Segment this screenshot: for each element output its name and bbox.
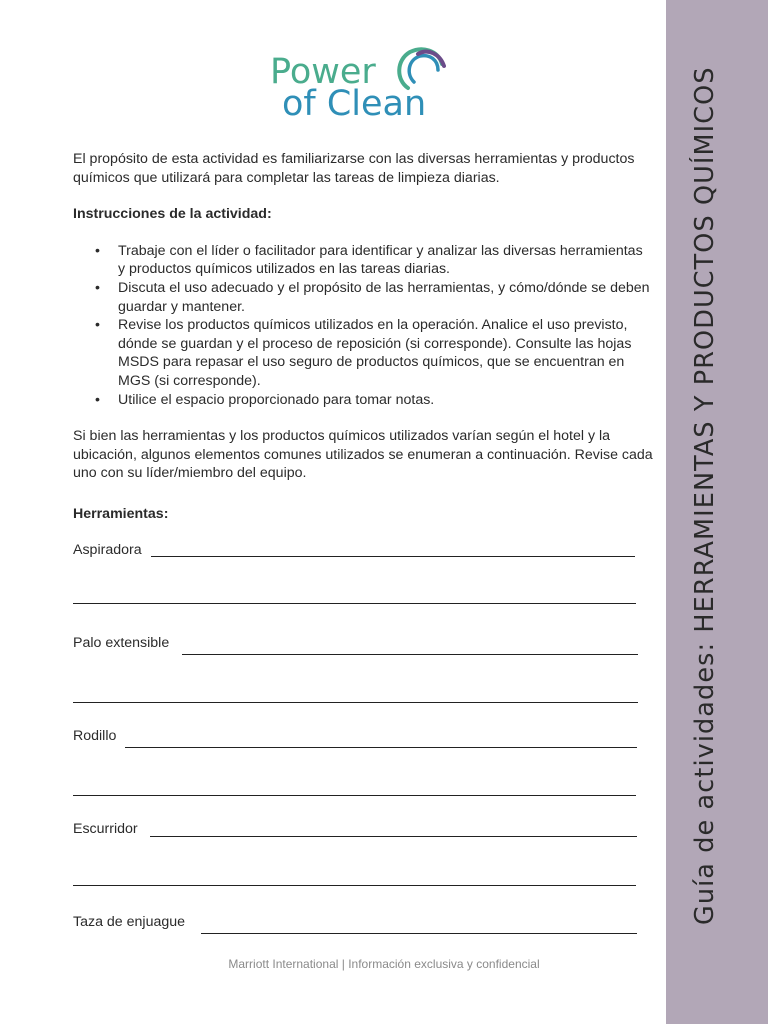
bullet-icon: • (95, 317, 100, 334)
list-item-text: Revise los productos químicos utilizados en la operación. Analice el uso previsto, dónde se guardan y el proceso de reposición (si corresponde). Consulte las hojas MSDS para repasar el uso seguro de productos químicos, que se encuentran en MGS (si corresponde). (118, 317, 632, 389)
instructions-list (73, 242, 653, 409)
bullet-icon: • (95, 242, 100, 259)
power-of-clean-logo (270, 46, 450, 126)
note-line[interactable] (182, 654, 638, 655)
note-line[interactable] (151, 556, 635, 557)
note-line[interactable] (201, 933, 637, 934)
list-item (73, 242, 653, 279)
tool-label-taza-de-enjuague: Taza de enjuague (73, 914, 186, 930)
note-line[interactable] (73, 603, 636, 604)
note-line[interactable] (73, 885, 636, 886)
list-item-text: Utilice el espacio proporcionado para tomar notas. (118, 391, 435, 408)
intro-paragraph: El propósito de esta actividad es familiarizarse con las diversas herramientas y productos químicos que utilizará para completar las tareas de limpieza diarias. (73, 151, 635, 186)
document-body (73, 150, 653, 501)
tools-heading: Herramientas: (73, 506, 169, 522)
list-item-text: Discuta el uso adecuado y el propósito de las herramientas, y cómo/dónde se deben guardar y mantener. (118, 279, 650, 315)
note-line[interactable] (73, 702, 638, 703)
note-line[interactable] (150, 836, 637, 837)
sidebar-title: Guía de actividades: HERRAMIENTAS Y PRODUCTOS QUÍMICOS (690, 66, 720, 925)
tool-label-palo-extensible: Palo extensible (73, 635, 170, 651)
bullet-icon: • (95, 391, 100, 408)
list-item-text: Trabaje con el líder o facilitador para identificar y analizar las diversas herramientas y productos químicos utilizados en las tareas diarias. (118, 242, 643, 278)
tool-label-aspiradora: Aspiradora (73, 542, 142, 558)
logo-line-1: Power (270, 52, 376, 92)
tool-label-rodillo: Rodillo (73, 728, 117, 744)
footer (0, 957, 768, 971)
bullet-icon: • (95, 279, 100, 296)
list-item (73, 279, 653, 316)
swirl-icon (394, 46, 446, 92)
list-item (73, 391, 653, 410)
logo-line-2: of Clean (282, 84, 427, 124)
list-item (73, 316, 653, 390)
summary-paragraph: Si bien las herramientas y los productos químicos utilizados varían según el hotel y la ubicación, algunos elementos comunes utilizados se enumeran a continuación. Revise cada uno con su líder/miembro del equipo. (73, 428, 653, 482)
note-line[interactable] (73, 795, 636, 796)
tool-label-escurridor: Escurridor (73, 821, 138, 837)
instructions-heading: Instrucciones de la actividad: (73, 206, 272, 223)
footer-text: Marriott International | Información exclusiva y confidencial (228, 957, 540, 971)
note-line[interactable] (125, 747, 637, 748)
